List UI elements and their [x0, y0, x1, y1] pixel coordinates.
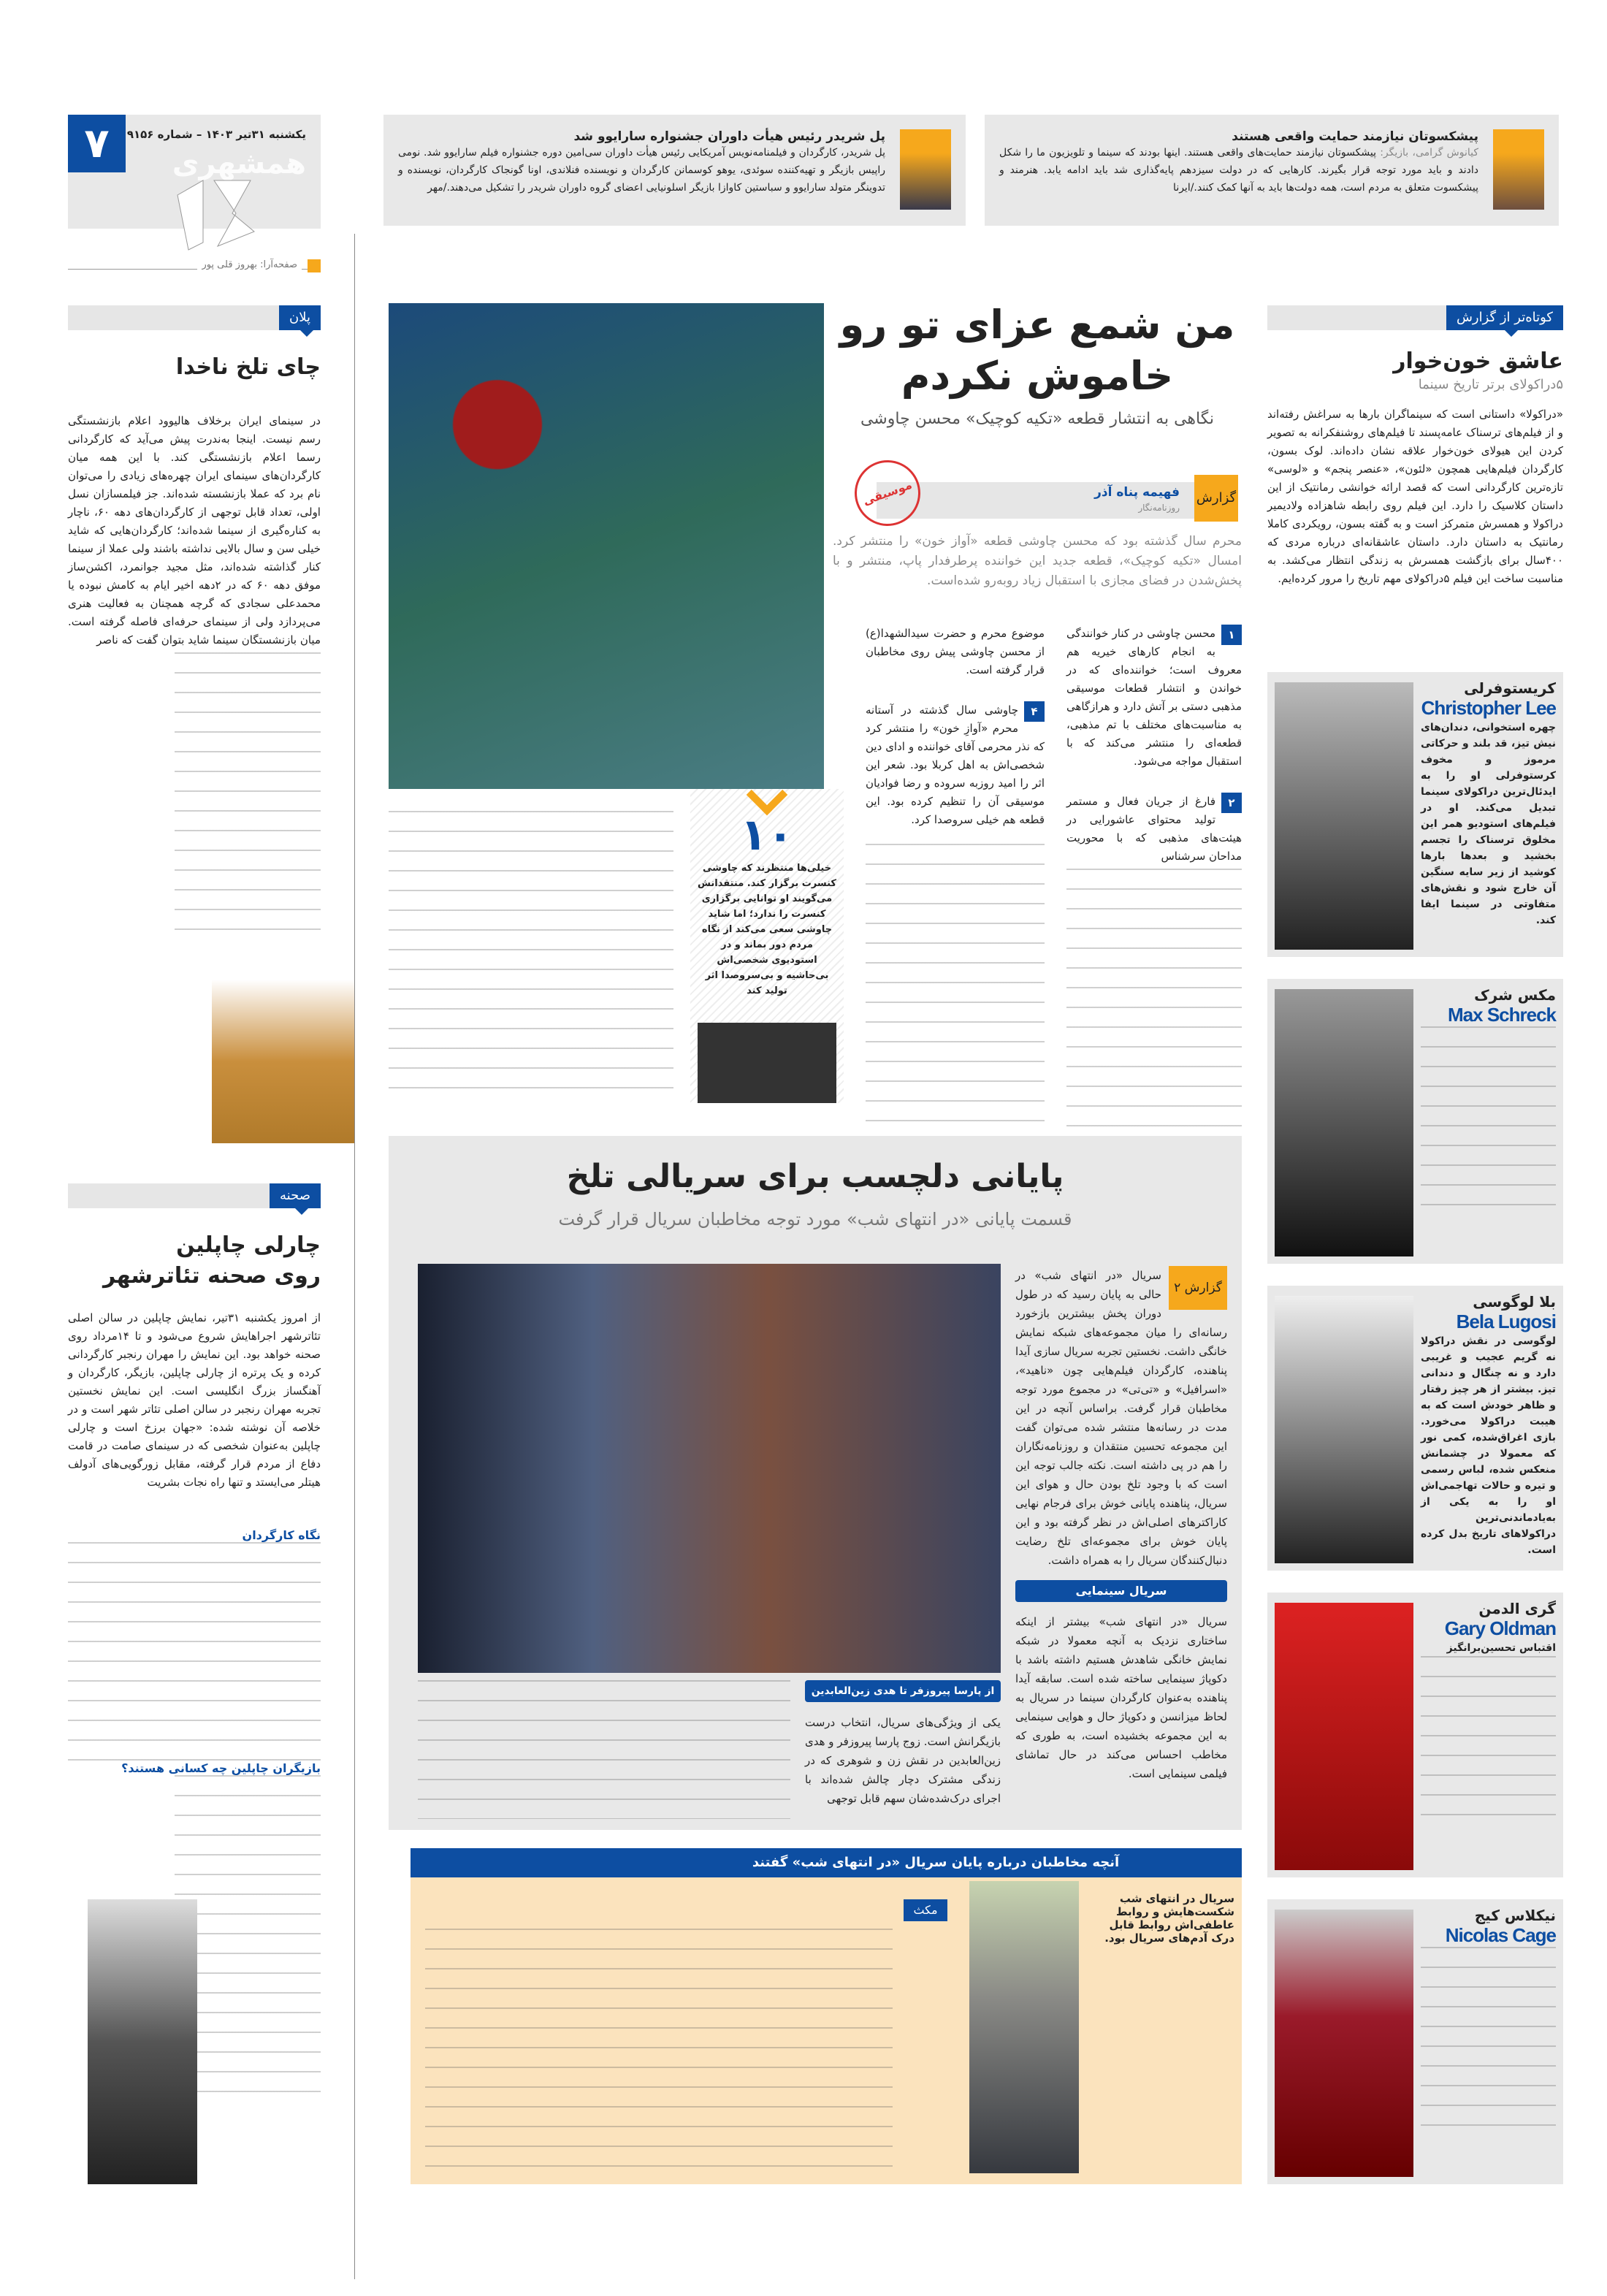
section-tag: مکث: [904, 1899, 947, 1921]
photo-bela-lugosi: [1275, 1296, 1413, 1563]
photo-christopher-lee: [1275, 682, 1413, 950]
music-stamp: موسیقی: [845, 451, 929, 535]
photo-kianoush-gerami: [1493, 129, 1544, 210]
points-col-left: موضوع محرم و حضرت سیدالشهدا(ع) از محسن چاوشی پیش روی مخاطبان قرار گرفته است. ۴ چاوشی سال گذشته در آستانه محرم «آوازِ خون» را منتشر کرد که نذر محرمی آقای خواننده و ادای دین شخصی‌اش به اهل کربلا بود. شعر این اثر را امید روزبه سروده و رضا فوادیان موسیقی آن را تنظیم کرده بود. این قطعه هم خیلی سروصدا کرد.: [866, 625, 1045, 1121]
photo-chavoshi: [698, 1023, 836, 1103]
logo: همشهری: [172, 147, 306, 180]
dracula-article: کوتاه‌تر از گزارش عاشق خون‌خوار ۵دراکولای برتر تاریخ سینما «دراکولا» داستانی است که سینماگران بارها به سراغش رفته‌اند و از فیلم‌های ترسناک عامه‌پسند تا فیلم‌های روشنفکرانه به تصویر کردن این هیولای خون‌خوار علاقه نشان داده‌اند. لوک بسون، کارگردان فیلم‌هایی همچون «لئون»، «عنصر پنجم» و «لوسی» تازه‌ترین کارگردانی است که قصد ارائه خوانشی رمانتیک از این داستان کلاسیک را دارد. این فیلم روی رابطه شاهزاده ولادیمیر دراکولا و همسرش متمرکز است و به گفته بسون، رویکردی کاملا رمانتیک به داستان دارد. داستان عاشقانه‌ای درباره مردی که ۴۰۰سال برای بازگشت همسرش به زندگی انتظار می‌کشد. به مناسبت ساخت این فیلم ۵دراکولای مهم تاریخ را مرور کرده‌ایم.: [1267, 305, 1563, 588]
section-tag: گزارش: [1194, 475, 1238, 522]
main-text-left: [389, 811, 673, 1103]
article-serial: پایانی دلچسب برای سریالی تلخ قسمت پایانی «در انتهای شب» مورد توجه مخاطبان سریال قرار گرفت گزارش ۲ سریال «در انتهای شب» در حالی به پایان رسید که در طول دوران پخش بیشترین بازخورد رسانه‌ای را میان مجموعه‌های شبکه نمایش خانگی داشت. نخستین تجربه سریال سازی آیدا پناهنده، کارگردان فیلم‌هایی چون «ناهید»، «اسرافیل» و «تی‌تی» در مجموع مورد توجه مخاطبان قرار گرفت. براساس آنچه در این مدت در رسانه‌ها منتشر شده می‌توان گفت این مجموعه تحسین منتقدان و روزنامه‌نگاران را هم در پی داشته است. نکته جالب توجه این است که با وجود تلخ بودن حال و هوای این سریال، پناهنده پایانی خوش برای فرجام نهایی کاراکترهای اصلی‌اش در نظر گرفته بود و این پایان خوش برای مجموعه‌ای تلخ رضایت دنبال‌کنندگان سریال را به همراه داشت. سریال سینمایی سریال «در انتهای شب» بیشتر از اینکه ساختاری نزدیک به آنچه معمولا در شبکه نمایش خانگی شاهدش هستیم داشته باشد با دکوپاژ سینمایی ساخته شده است. سابقه آیدا پناهنده به‌عنوان کارگردان سینما در سریال به لحاظ میزانسن و دکوپاژ حال و هوایی سینمایی به این مجموعه بخشیده است، به طوری که مخاطب احساس می‌کند در حال تماشای فیلمی سینمایی است. از پارسا پیروزفر تا هدی زین‌العابدین یکی از ویژگی‌های سریال، انتخاب درست بازیگرانش است. زوج پارسا پیروزفر و هدی زین‌العابدین در نقش زن و شوهری که در زندگی مشترک دچار چالش شده‌اند با اجرای درک‌شده‌شان سهم قابل توجهی: [389, 1136, 1242, 1830]
poster-tekiye-kuchik: [389, 303, 824, 789]
actor-card: نیکلاس کیج Nicolas Cage: [1267, 1899, 1563, 2184]
page-number: ۷: [68, 115, 126, 172]
date-issue: یکشنبه ۳۱تیر ۱۴۰۳ – شماره ۹۱۵۶: [126, 128, 306, 141]
headline: من شمع عزای تو رو خاموش نکردم نگاهی به انتشار قطعه «تکیه کوچیک» محسن چاوشی: [833, 300, 1242, 431]
actor-card: بلا لوگوسی Bela Lugosi لوگوسی در نقش دراکولا نه گریم عجیب و غریبی دارد و نه چنگال و دندانی تیز. بیشتر از هر چیز رفتار و ظاهر خودش است که به هیبت دراکولا می‌خورد. بازی اغراق‌شده، کمی نور که معمولا در چشمانش منعکس شده، لباس رسمی و تیره و حالات تهاجمی‌اش او را به یکی از به‌یادماندنی‌ترین دراکولاهای تاریخ بدل کرده است.: [1267, 1286, 1563, 1571]
byline: گزارش فهیمه پناه آذر روزنامه‌نگار: [877, 482, 1238, 519]
photo-gary-oldman: [1275, 1603, 1413, 1870]
section-tag: گزارش ۲: [1169, 1266, 1227, 1310]
photo-actor-walking: [969, 1881, 1079, 2173]
news-box-veterans: پیشکسوتان نیازمند حمایت واقعی هستند کیانوش گرامی، بازیگر: پیشکسوتان نیازمند حمایت‌های واقعی هستند. اینها بودند که سینما و تلویزیون ما را شکل دادند و باید مورد توجه قرار بگیرند. کارهایی که در دولت سیزدهم پایه‌گذاری شد باید ادامه یابد. هنرمند و پیشکسوت متعلق به مردم است، همه دولت‌ها باید به آنها کمک کنند./ایرنا: [985, 115, 1559, 226]
quote-box: ۱۰ خیلی‌ها منتظرند که چاوشی کنسرت برگزار کند. منتقدانش می‌گویند او توانایی برگزاری کنسرت را ندارد؛ اما شاید چاوشی سعی می‌کند از نگاه مردم دور بماند و در استودیوی شخصی‌اش بی‌حاشیه و بی‌سروصدا اثر تولید کند: [690, 789, 844, 1103]
article-retirement: پلان چای تلخ ناخدا در سینمای ایران برخلاف هالیوود اعلام بازنشستگی رسم نیست. اینجا به‌ندرت پیش می‌آید که کارگردانی رسما اعلام بازنشستگی کند. با این همه میان کارگردان‌های سینمای ایران چهره‌های زیادی را می‌توان نام برد که عملا بازنشسته شده‌اند. جز فیلمسازان نسل اولی، تعداد قابل توجهی از کارگردان‌های دهه ۶۰، ناچار به کناره‌گیری از سینما شده‌اند؛ کارگردان‌هایی که شاید خیلی سن و سال بالایی نداشته باشند ولی عملا از سینما کنار گذاشته شده‌اند، مثل مجید جوانمرد، اکشن‌ساز موفق دهه ۶۰ که در ۲دهه اخیر ایام به کامش نبوده یا محمدعلی سجادی که گرچه همچنان به فعالیت هنری می‌پردازد ولی از سینمای حرفه‌ای فاصله گرفته است. میان بازنشستگان سینما شاید بتوان گفت که ناصر: [68, 305, 321, 945]
film-strip-logo: [170, 173, 265, 253]
masthead: [68, 115, 321, 229]
news-box-schrader: پل شریدر رئیس هیأت داوران جشنواره سارایوو شد پل شریدر، کارگردان و فیلمنامه‌نویس آمریکایی رئیس هیأت داوران سی‌امین دوره جشنواره فیلم سارایوو شد. نومی راپیس بازیگر و تهیه‌کننده سوئدی، یوهو کوسمانن کارگردان و نویسنده فنلاندی، اونا گونجاک کارگردان، نویسنده و تدوینگر متولد سارایوو و سباستین کاوازا بازیگر اسلونیایی اعضای گروه داوران شریدر را تشکیل می‌دهند./مهر: [383, 115, 966, 226]
photo-nicolas-cage: [1275, 1910, 1413, 2177]
headline-subtitle: نگاهی به انتشار قطعه «تکیه کوچیک» محسن چاوشی: [860, 410, 1215, 428]
actor-card: کریستوفرلی Christopher Lee چهره استخوانی، دندان‌های نیش تیز، قد بلند و حرکاتی مرموز و مخوف کرستوفرلی او را به ایدئال‌ترین دراکولای سینما تبدیل می‌کند. او در فیلم‌های استودیو همر این مخلوق ترسناک را تجسم بخشید و بعدها بارها کوشید از زیر سایه سنگین آن خارج شود و نقش‌های متفاوتی در سینما ایفا کند.: [1267, 672, 1563, 957]
news-title: پیشکسوتان نیازمند حمایت واقعی هستند: [1232, 129, 1478, 144]
actor-card: گری الدمن Gary Oldman اقتباس تحسین‌برانگیز: [1267, 1593, 1563, 1877]
layout-credit: صفحه‌آرا: بهروز قلی پور: [68, 259, 321, 270]
column-divider: [354, 234, 355, 2279]
photo-max-schreck: [1275, 989, 1413, 1256]
actor-card: مکس شرک Max Schreck: [1267, 979, 1563, 1264]
points-col-right: ۱ محسن چاوشی در کنار خوانندگی به انجام کارهای خیریه هم معروف است؛ خواننده‌ای که در خواندن و انتشار قطعات موسیقی مذهبی دستی بر آتش دارد و هرازگاهی به مناسبت‌های مختلف با تم مذهبی، قطعه‌ای را منتشر می‌کند که با استقبال مواجه می‌شود. ۲ فارغ از جریان فعال و مستمر تولید محتوای عاشورایی در هیئت‌های مذهبی که با محوریت مداحان سرشناس: [1066, 625, 1242, 1190]
news-title: پل شریدر رئیس هیأت داوران جشنواره سارایوو شد: [573, 129, 885, 144]
lead: محرم سال گذشته بود که محسن چاوشی قطعه «آواز خون» را منتشر کرد. امسال «تکیه کوچیک»، قطعه جدید این خواننده پرطرفدار پاپ، منتشر و با پخش‌شدن در فضای مجازی با استقبال زیاد روبه‌رو شده‌است.: [833, 534, 1242, 588]
article-chaplin: صحنه چارلی چاپلین روی صحنه تئاترشهر از امروز یکشنبه ۳۱تیر، نمایش چاپلین در سالن اصلی تئاترشهر اجراهایش شروع می‌شود و تا ۱۴مرداد روی صحنه خواهد بود. این نمایش را مهران رنجبر کارگردانی کرده و یک پرتره از چارلی چاپلین، بازیگر، کارگردان و آهنگساز بزرگ انگلیسی است. این نمایش نخستین تجربه مهران رنجبر در سالن اصلی تئاتر شهر است و در خلاصه آن نوشته شده: «جهان برزخ است و چارلی چاپلین به‌عنوان شخصی که در سینمای صامت در قامت دفاع از مردم قرار گرفته، مقابل زورگویی‌های آدولف هیتلر می‌ایستد و تنها راه نجات بشریت نگاه کارگردان بازیگران چاپلین چه کسانی هستند؟: [68, 1183, 321, 2097]
photo-director: [212, 939, 354, 1143]
orange-marker-icon: [308, 259, 321, 272]
audience-box: آنچه مخاطبان درباره پایان سریال «در انتهای شب» گفتند مکث سریال در انتهای شب شکست‌هایش و روابط عاطفی‌اش روابط قابل درک آدم‌های سریال بود.: [411, 1848, 1242, 2184]
photo-paul-schrader: [900, 129, 951, 210]
photo-chaplin-actor: [88, 1899, 197, 2184]
photo-serial-still: [418, 1264, 1001, 1673]
